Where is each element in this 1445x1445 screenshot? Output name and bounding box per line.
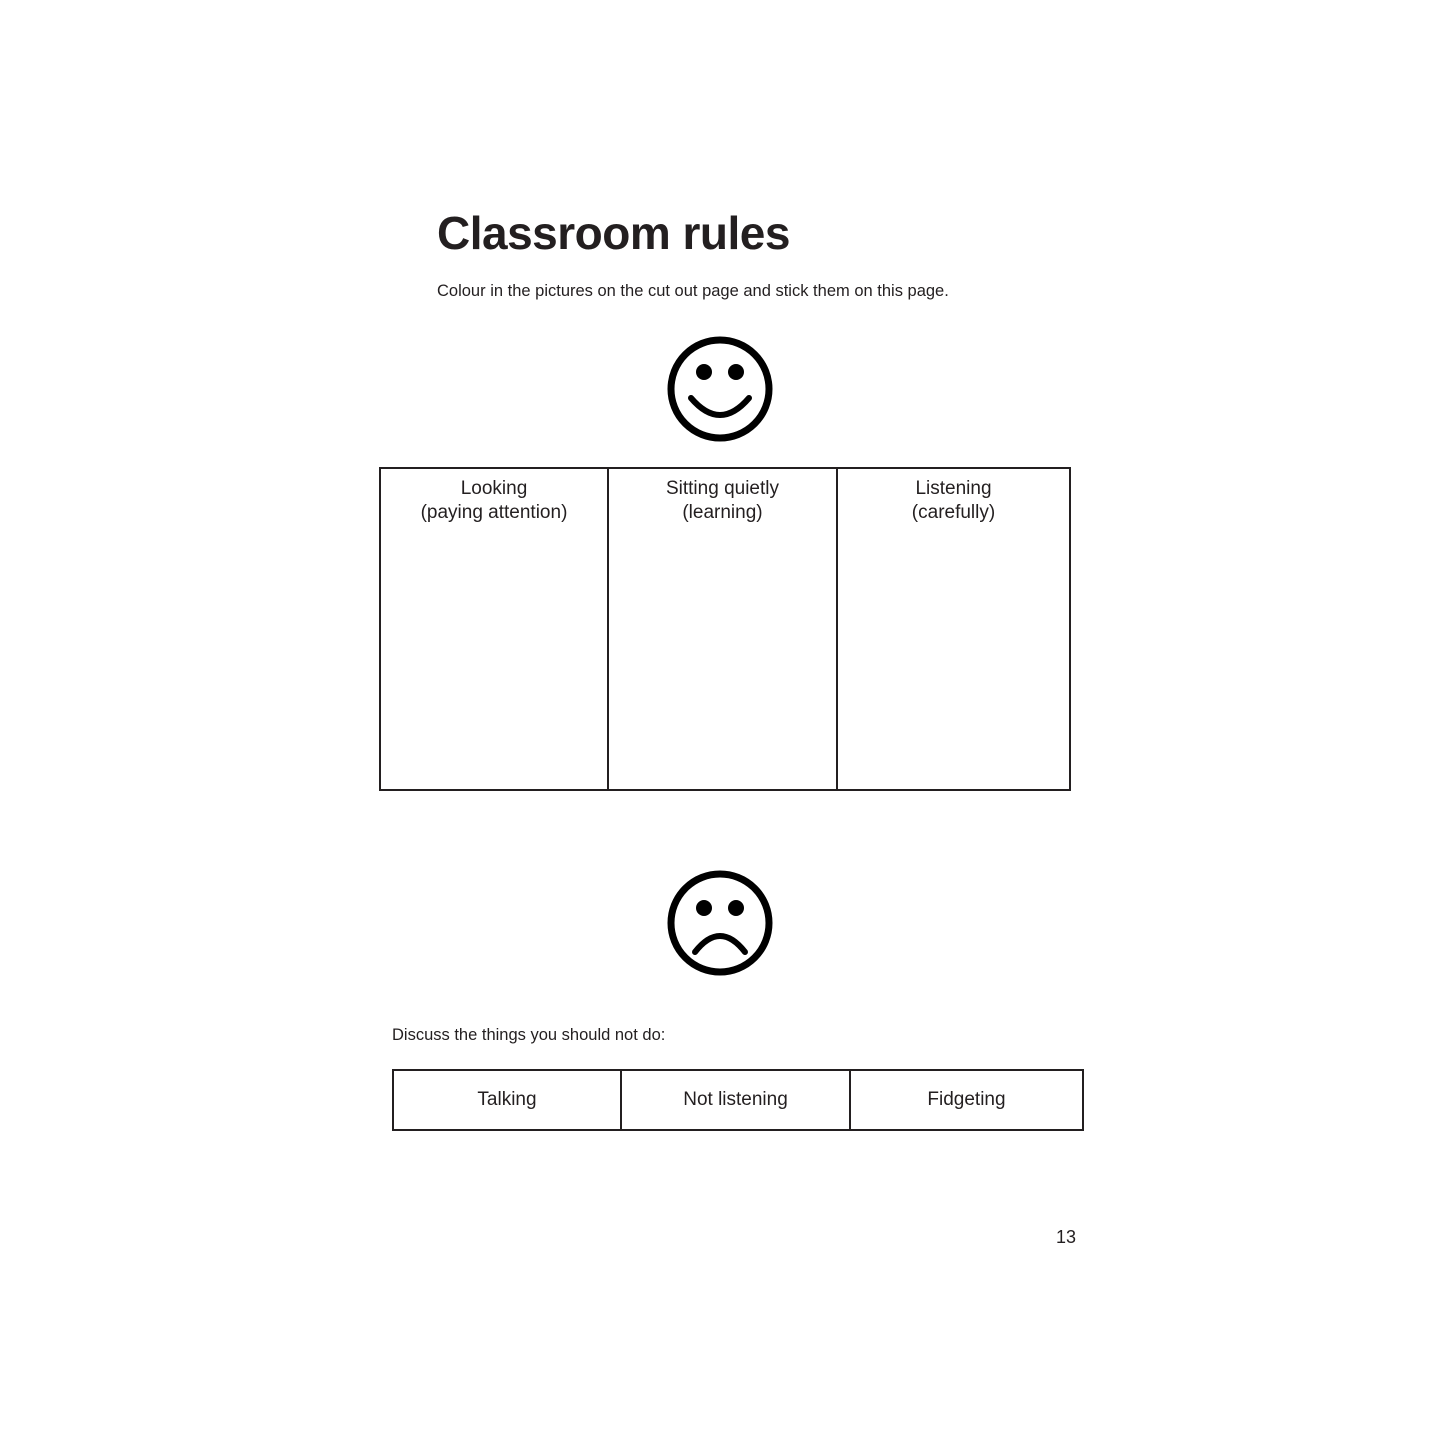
bad-rule-fidgeting: Fidgeting [850,1070,1083,1130]
page-number: 13 [1056,1227,1077,1247]
instruction-text: Colour in the pictures on the cut out page and stick them on this page. [437,282,949,300]
rule-cell-looking [380,468,608,790]
rule-cell-sitting-quietly [608,468,837,790]
rule-label: Listening [915,478,992,499]
sad-face-icon [665,868,775,978]
page-title: Classroom rules [437,207,790,259]
rule-label: Sitting quietly [665,478,779,499]
bad-rules-table [392,1069,1084,1131]
rule-label: Looking [460,478,528,499]
smiley-face-icon [665,334,775,444]
discuss-instruction: Discuss the things you should not do: [392,1026,666,1044]
rule-cell-listening [837,468,1070,790]
bad-rule-talking: Talking [393,1070,621,1130]
rule-sublabel: (learning) [682,502,763,523]
bad-rule-not-listening: Not listening [621,1070,850,1130]
rule-sublabel: (carefully) [911,502,996,523]
good-rules-table [379,467,1071,791]
rule-sublabel: (paying attention) [420,502,568,523]
